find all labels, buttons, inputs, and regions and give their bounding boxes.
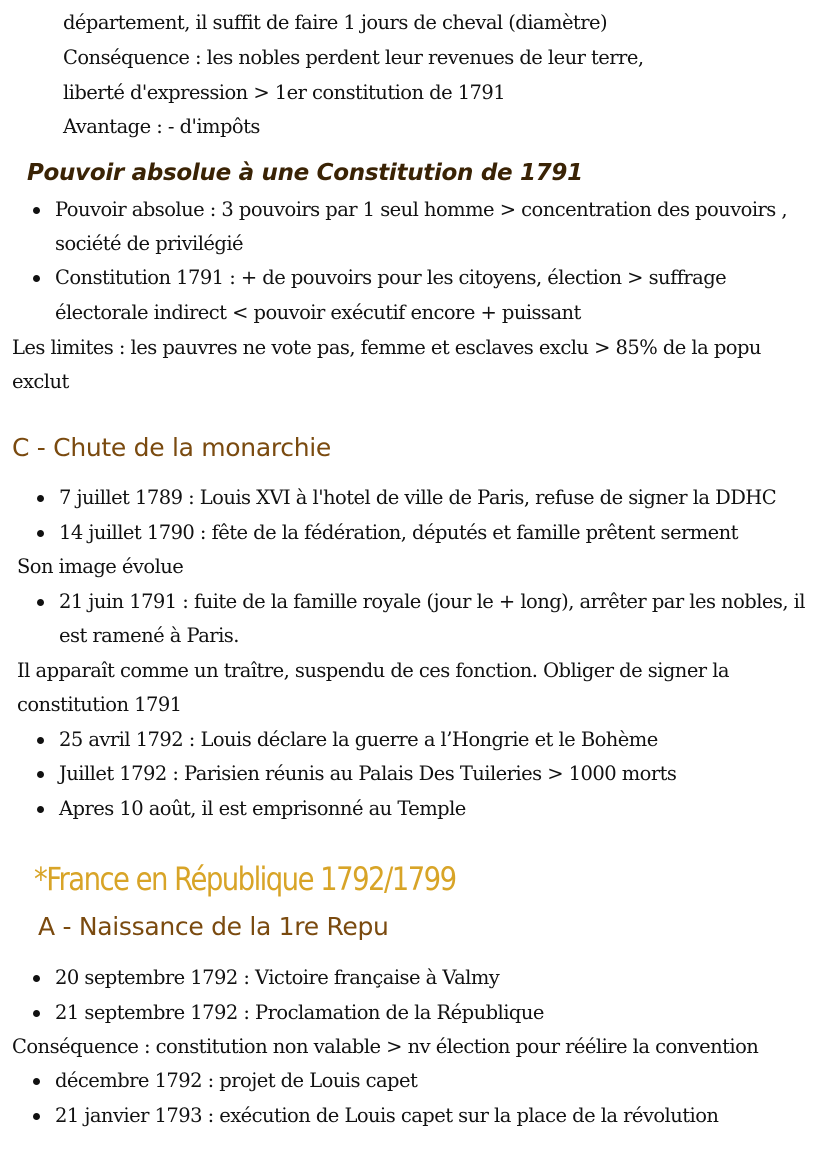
para-traitre-cont: constitution 1791 xyxy=(17,693,182,716)
bullet-decembre-1792: décembre 1792 : projet de Louis capet xyxy=(55,1069,418,1092)
intro-line-4: Avantage : - d'impôts xyxy=(63,115,260,138)
bullet-7-juillet-1789: 7 juillet 1789 : Louis XVI à l'hotel de ville de Paris, refuse de signer la DDHC xyxy=(59,486,777,509)
bullet-21-juin-1791-cont: est ramené à Paris. xyxy=(59,624,239,647)
heading-france-republique: *France en République 1792/1799 xyxy=(34,860,456,898)
bullet-pouvoir-absolue-cont: société de privilégié xyxy=(55,232,244,255)
bullet-25-avril-1792: 25 avril 1792 : Louis déclare la guerre a l’Hongrie et le Bohème xyxy=(59,728,658,751)
intro-line-2: Conséquence : les nobles perdent leur revenues de leur terre, xyxy=(63,46,644,69)
heading-naissance-repu: A - Naissance de la 1re Repu xyxy=(38,912,389,941)
heading-chute-monarchie: C - Chute de la monarchie xyxy=(12,433,332,462)
bullet-21-juin-1791: 21 juin 1791 : fuite de la famille royale (jour le + long), arrêter par les nobles, il xyxy=(59,590,805,613)
para-traitre: Il apparaît comme un traître, suspendu de ces fonction. Obliger de signer la xyxy=(17,659,729,682)
bullet-pouvoir-absolue: Pouvoir absolue : 3 pouvoirs par 1 seul homme > concentration des pouvoirs , xyxy=(55,198,788,221)
para-image-evolue: Son image évolue xyxy=(17,555,184,578)
intro-line-1: département, il suffit de faire 1 jours de cheval (diamètre) xyxy=(63,11,608,34)
heading-pouvoir-absolue: Pouvoir absolue à une Constitution de 1791 xyxy=(27,160,583,186)
bullet-21-janvier-1793: 21 janvier 1793 : exécution de Louis capet sur la place de la révolution xyxy=(55,1104,719,1127)
para-limites: Les limites : les pauvres ne vote pas, femme et esclaves exclu > 85% de la popu xyxy=(12,336,761,359)
bullet-constitution-1791-cont: électorale indirect < pouvoir exécutif encore + puissant xyxy=(55,301,581,324)
bullet-20-septembre-1792: 20 septembre 1792 : Victoire française à Valmy xyxy=(55,966,500,989)
bullet-14-juillet-1790: 14 juillet 1790 : fête de la fédération, députés et famille prêtent serment xyxy=(59,521,738,544)
bullet-constitution-1791: Constitution 1791 : + de pouvoirs pour les citoyens, élection > suffrage xyxy=(55,266,727,289)
bullet-juillet-1792: Juillet 1792 : Parisien réunis au Palais Des Tuileries > 1000 morts xyxy=(59,762,677,785)
intro-line-3: liberté d'expression > 1er constitution de 1791 xyxy=(63,81,506,104)
bullet-21-septembre-1792: 21 septembre 1792 : Proclamation de la République xyxy=(55,1001,544,1024)
bullet-10-aout: Apres 10 août, il est emprisonné au Temple xyxy=(59,797,466,820)
para-consequence: Conséquence : constitution non valable > nv élection pour réélire la convention xyxy=(12,1035,759,1058)
para-limites-cont: exclut xyxy=(12,370,69,393)
